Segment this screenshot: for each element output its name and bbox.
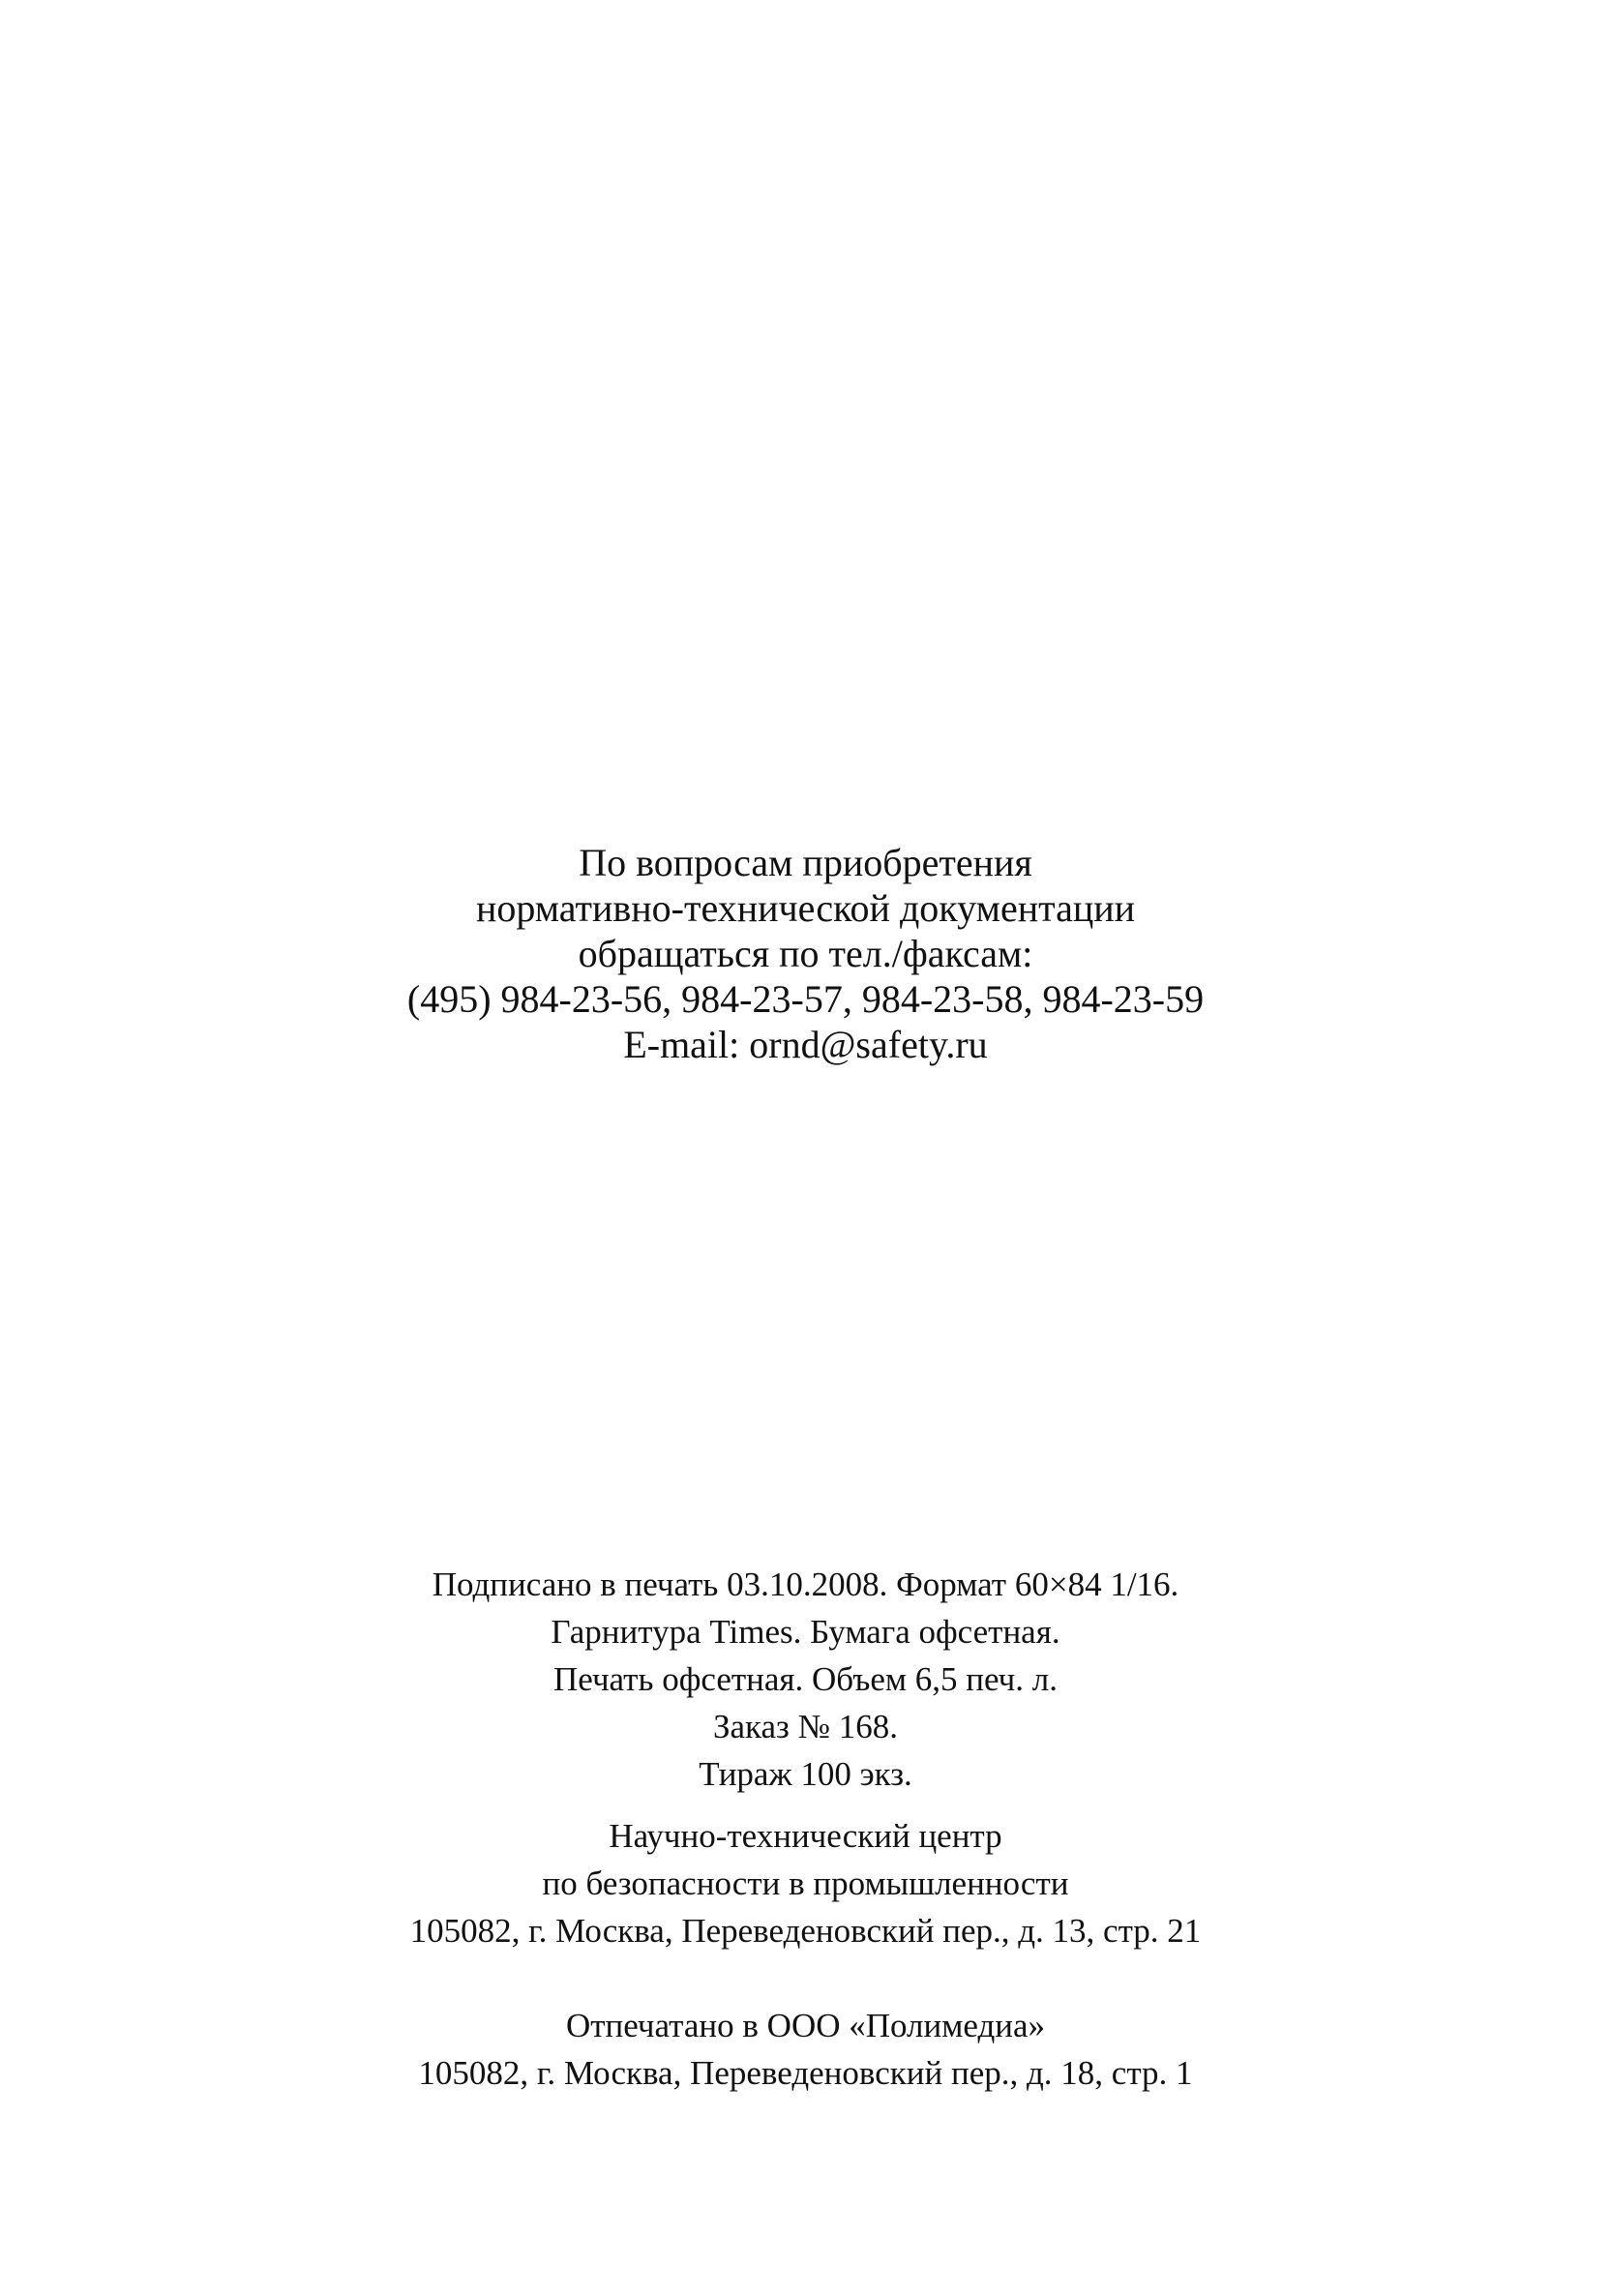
printer-block <box>0 2002 1611 2097</box>
contact-email: E-mail: ornd@safety.ru <box>623 1023 988 1066</box>
imprint-printing: Печать офсетная. Объем 6,5 печ. л. <box>553 1660 1058 1698</box>
publisher-block <box>0 1812 1611 1954</box>
imprint-typeface: Гарнитура Times. Бумага офсетная. <box>551 1613 1060 1651</box>
imprint-signed: Подписано в печать 03.10.2008. Формат 60×84 1/16. <box>432 1565 1179 1603</box>
imprint-block <box>0 1561 1611 1798</box>
imprint-circulation: Тираж 100 экз. <box>699 1755 912 1793</box>
contact-line-1: По вопросам приобретения <box>579 841 1032 884</box>
printer-name: Отпечатано в ООО «Полимедиа» <box>565 2007 1046 2044</box>
publisher-name-line-2: по безопасности в промышленности <box>542 1864 1069 1902</box>
publisher-name-line-1: Научно-технический центр <box>609 1817 1002 1855</box>
publisher-address: 105082, г. Москва, Переведеновский пер., д. 13, стр. 21 <box>409 1912 1202 1950</box>
contact-line-2: нормативно-технической документации <box>475 886 1136 930</box>
contact-line-3: обращаться по тел./факсам: <box>578 932 1033 975</box>
imprint-order: Заказ № 168. <box>712 1708 899 1745</box>
contact-info-block <box>0 840 1611 1067</box>
printer-address: 105082, г. Москва, Переведеновский пер., д. 18, стр. 1 <box>418 2054 1193 2092</box>
contact-phones: (495) 984-23-56, 984-23-57, 984-23-58, 984-23-59 <box>406 977 1205 1021</box>
